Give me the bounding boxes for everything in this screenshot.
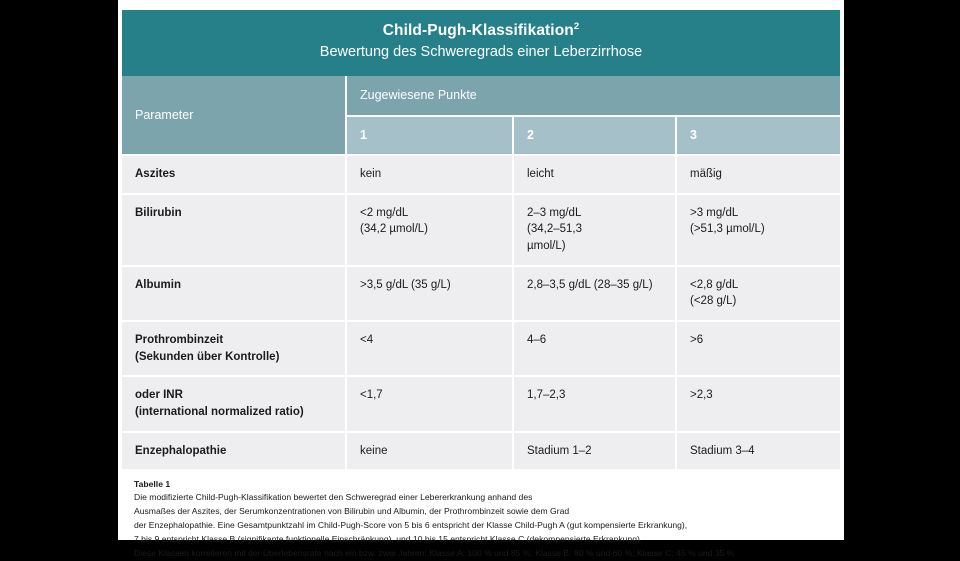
row-parameter-aszites: [122, 156, 347, 193]
cell-line: (>51,3 µmol/L): [690, 223, 765, 236]
footnote-label: Tabelle 1: [134, 479, 171, 490]
footnote-line: der Enzephalopathie. Eine Gesamtpunktzahl im Child-Pugh-Score von 5 bis 6 entspricht der Klasse Child-Pugh A (gut kompensierte Erkrankung),: [134, 520, 688, 531]
cell-line: (34,2 µmol/L): [360, 223, 428, 236]
header-score-2: 2: [514, 117, 677, 154]
cell-inr-2: 1,7–2,3: [514, 377, 677, 430]
page-subtitle: Bewertung des Schweregrads einer Leberzirrhose: [319, 44, 643, 61]
row-parameter-name: Enzephalopathie: [135, 444, 227, 457]
footnote-line: 7 bis 9 entspricht Klasse B (signifikante funktionelle Einschränkung), und 10 bis 15 entspricht Klasse C (dekompensierte Erkrankung).: [134, 533, 643, 544]
cell-line: 2–3 mg/dL: [527, 206, 582, 219]
header-points-cell: [347, 76, 840, 115]
cell-line: >3 mg/dL: [690, 206, 739, 219]
cell-albumin-3: [677, 267, 840, 320]
cell-albumin-2: 2,8–3,5 g/dL (28–35 g/L): [514, 267, 677, 320]
table-row: [122, 320, 840, 375]
child-pugh-table: [122, 10, 840, 561]
table-title-band: [122, 10, 840, 76]
table-header: [122, 76, 840, 154]
header-points-group: [347, 76, 840, 154]
header-score-3: 3: [677, 117, 840, 154]
slide-card: [118, 0, 844, 558]
page-title-text: Child-Pugh-Klassifikation: [382, 22, 574, 39]
cell-line: <2 mg/dL: [360, 206, 409, 219]
row-parameter-inr: [122, 377, 347, 430]
cell-enzephalopathie-1: keine: [347, 433, 514, 470]
header-points-label: Zugewiesene Punkte: [360, 88, 477, 103]
title-footnote-marker: 2: [573, 20, 580, 32]
row-parameter-name: oder INR: [135, 389, 183, 402]
cell-bilirubin-2: [514, 195, 677, 265]
table-body: [122, 154, 840, 469]
row-parameter-albumin: [122, 267, 347, 320]
table-row: [122, 193, 840, 265]
header-score-row: [347, 115, 840, 154]
table-row: [122, 265, 840, 320]
page-title: [134, 21, 828, 40]
cell-bilirubin-3: [677, 195, 840, 265]
table-row: [122, 154, 840, 193]
header-parameter-label: Parameter: [135, 107, 194, 122]
cell-line: (34,2–51,3: [527, 223, 582, 236]
cell-bilirubin-1: [347, 195, 514, 265]
table-row: [122, 431, 840, 470]
cell-line: (<28 g/L): [690, 295, 737, 308]
row-parameter-bilirubin: [122, 195, 347, 265]
cell-prothrombinzeit-3: >6: [690, 333, 704, 346]
cell-aszites-1: kein: [347, 156, 514, 193]
cell-inr-1: <1,7: [347, 377, 514, 430]
row-parameter-enzephalopathie: [122, 433, 347, 470]
row-parameter-name: Prothrombinzeit: [135, 333, 224, 346]
cell-aszites-2: leicht: [514, 156, 677, 193]
table-row: [122, 375, 840, 430]
cell-inr-3: >2,3: [690, 389, 713, 402]
cell-enzephalopathie-3: Stadium 3–4: [690, 444, 755, 457]
header-score-1: 1: [347, 117, 514, 154]
cell-albumin-1: >3,5 g/dL (35 g/L): [347, 267, 514, 320]
cell-prothrombinzeit-1: <4: [347, 322, 514, 375]
row-parameter-name: Albumin: [135, 278, 181, 291]
footnote-line: Die modifizierte Child-Pugh-Klassifikation bewertet den Schweregrad einer Lebererkrankung anhand des: [134, 492, 533, 503]
row-parameter-prothrombinzeit: [122, 322, 347, 375]
footnote-line: Ausmaßes der Aszites, der Serumkonzentrationen von Bilirubin und Albumin, der Prothrombinzeit sowie dem Grad: [134, 506, 570, 517]
footnote-line: Diese Klassen korrelieren mit der Überlebensrate nach ein bzw. zwei Jahren: Klasse A: 100 % und 85 %; Klasse B: 80 % und 60 %; Klasse C: 45 % und 35 %: [134, 547, 735, 558]
cell-line: µmol/L): [527, 239, 566, 252]
row-parameter-name: Bilirubin: [135, 206, 182, 219]
cell-line: <2,8 g/dL: [690, 278, 739, 291]
cell-prothrombinzeit-2: 4–6: [514, 322, 677, 375]
table-footnote: [122, 469, 840, 561]
cell-aszites-3: mäßig: [690, 167, 722, 180]
row-parameter-subtitle: (international normalized ratio): [135, 405, 304, 418]
header-parameter-cell: [122, 76, 347, 154]
cell-enzephalopathie-2: Stadium 1–2: [514, 433, 677, 470]
row-parameter-subtitle: (Sekunden über Kontrolle): [135, 350, 280, 363]
row-parameter-name: Aszites: [135, 167, 176, 180]
